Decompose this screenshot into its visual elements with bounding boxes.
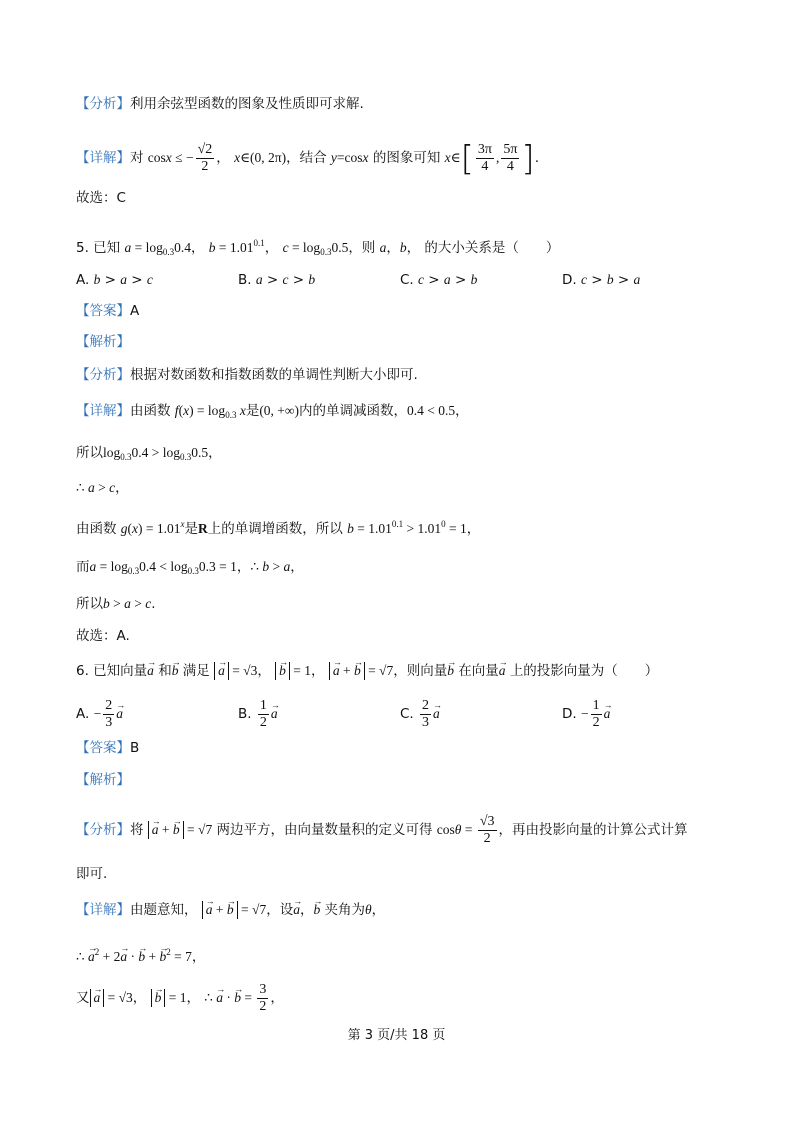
q5-answer: 【答案】A	[76, 303, 140, 319]
q5-option-b: B. a > c > b	[238, 272, 316, 288]
math-y-cosx: y=cosx	[330, 150, 369, 165]
q6-stem: 6. 已知向量→ a 和→ b 满足 → a = √3， → b = 1， → a + → b = √7，则向量→ b 在向量→ a 上的投影向量为（ ）	[76, 661, 753, 681]
q6-options	[76, 696, 753, 732]
math-c-def: $c = \log_{0.3}0.5$	[282, 240, 349, 257]
detail-tag: 【详解】	[76, 150, 130, 166]
q5-option-a: A. b > a > c	[76, 272, 153, 288]
q6-analysis: 【分析】将 → a + → b = √7 两边平方，由向量数量积的定义可得 cosθ = $\frac{√3}{2}$ ，再由投影向量的计算公式计算	[76, 812, 753, 848]
math-fx: $f(x) = \log_{0.3} x$	[174, 403, 246, 420]
q5-detail-6: 所以b > a > c.	[76, 596, 156, 612]
q5-options	[76, 270, 753, 290]
q6-option-c: C. $\frac{2}{3}$ → a	[400, 696, 562, 732]
q5-option-d: D. c > b > a	[562, 272, 641, 288]
q5-detail-5: 而$a = \log_{0.3}0.4 < \log_{0.3}0.3 = 1$，∴ b > a，	[76, 559, 304, 576]
q6-option-a: A. − $\frac{2}{3}$ → a	[76, 696, 238, 732]
q6-analysis-cont: 即可.	[76, 866, 108, 882]
q6-detail-3: 又→ a = √3， → b = 1， ∴ → a · → b = $\frac{3}{2}$ ，	[76, 980, 753, 1016]
math-cos-inequality: cosx ≤ − $\frac{√2}{2}$	[147, 142, 213, 175]
math-a-def: $a = \log_{0.3}0.4$	[124, 240, 191, 257]
q5-jiexi: 【解析】	[76, 334, 130, 350]
q6-answer: 【答案】B	[76, 740, 140, 756]
q6-jiexi: 【解析】	[76, 772, 130, 788]
q4-analysis-line	[76, 94, 753, 114]
q4-detail-line: 【详解】对 cosx ≤ − $\frac{√2}{2}$ ， x∈(0, 2π)，结合 y=cosx 的图象可知 x∈[ $\frac{3\pi}{4}$ , $\frac{5\pi}{4}$ ].	[76, 138, 539, 179]
q4-answer-line: 故选：C	[76, 190, 126, 206]
math-b-def: $b = 1.01^{0.1}$	[208, 238, 265, 255]
page-footer: 第 3 页/共 18 页	[347, 1028, 446, 1043]
analysis-text: 利用余弦型函数的图象及性质即可求解.	[130, 96, 364, 112]
q5-analysis: 【分析】根据对数函数和指数函数的单调性判断大小即可.	[76, 367, 418, 383]
q5-detail-2: 所以$\log_{0.3}0.4 > \log_{0.3}0.5$，	[76, 445, 222, 462]
q5-option-c: C. c > a > b	[400, 272, 478, 288]
q5-detail-3: ∴ a > c，	[76, 480, 129, 496]
math-interval-result: x∈[ $\frac{3\pi}{4}$ , $\frac{5\pi}{4}$ ]	[444, 138, 535, 179]
q5-stem: 5. 已知 $a = \log_{0.3}0.4$， $b = 1.01^{0.1}$， $c = \log_{0.3}0.5$，则 a，b， 的大小关系是（ ）	[76, 238, 560, 257]
analysis-tag: 【分析】	[76, 96, 130, 112]
math-x-domain: x∈(0, 2π)	[234, 150, 287, 165]
q5-detail-4: 由函数 $g(x) = 1.01^x$是R上的单调增函数，所以 $b = 1.01^{0.1} > 1.01^0 = 1$，	[76, 519, 481, 537]
q5-answer-line: 故选：A.	[76, 628, 130, 644]
q6-option-d: D. − $\frac{1}{2}$ → a	[562, 696, 724, 732]
q6-detail-2: ∴ → $a^2 + 2\to a$ · → b + → $b^2 = 7$，	[76, 942, 753, 967]
q6-detail-1: 【详解】由题意知， → a + → b = √7，设→ a，→ b 夹角为θ，	[76, 900, 753, 920]
q6-option-b: B. $\frac{1}{2}$ → a	[238, 696, 400, 732]
q5-detail-1: 【详解】由函数 $f(x) = \log_{0.3} x$是(0, +∞)内的单调减函数，0.4 < 0.5，	[76, 403, 469, 420]
